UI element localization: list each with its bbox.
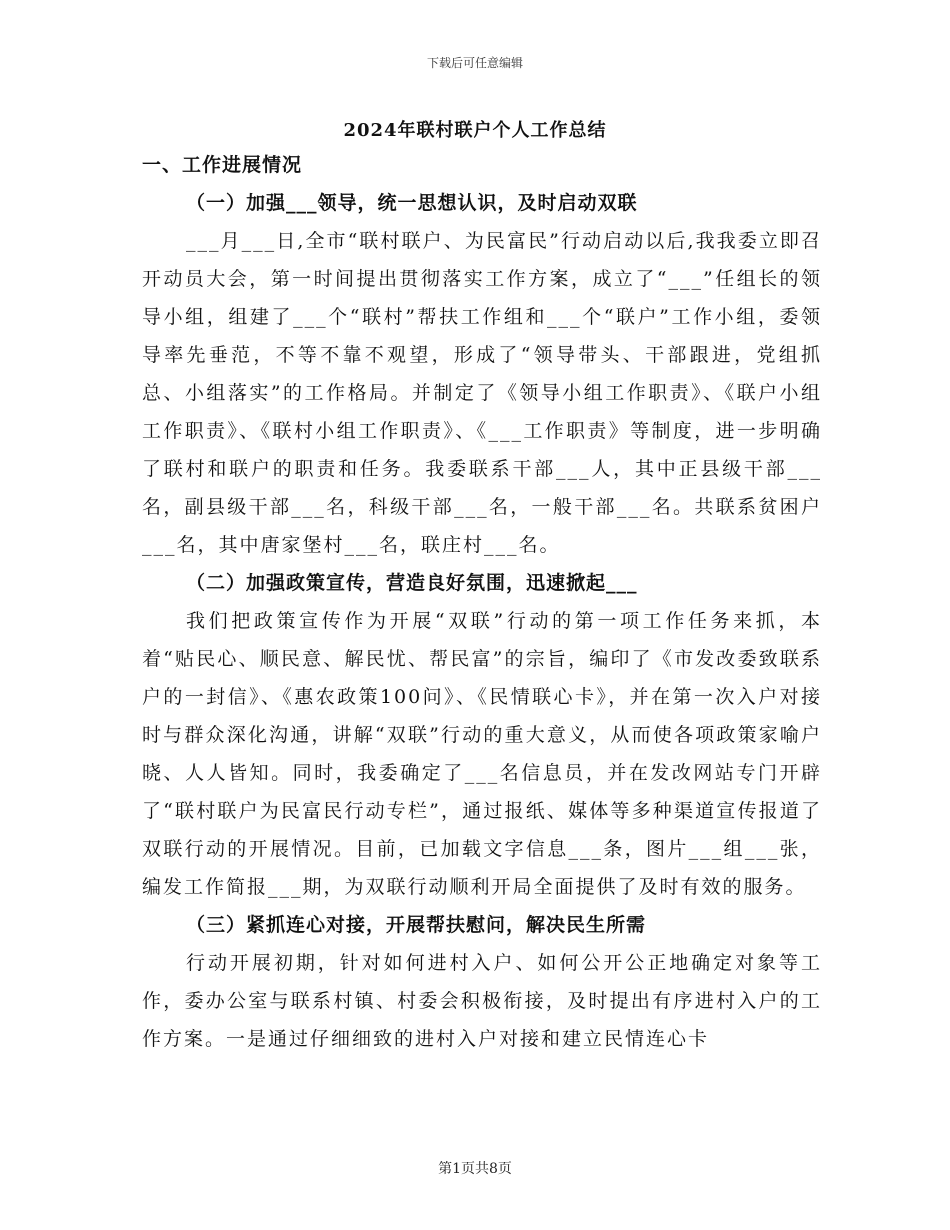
document-body bbox=[142, 146, 822, 1058]
page-footer: 第1页共8页 bbox=[438, 1161, 512, 1177]
subsection-heading-1: （一）加强___领导，统一思想认识，及时启动双联 bbox=[186, 192, 638, 214]
paragraph-1: ___月___日,全市“联村联户、为民富民”行动启动以后,我我委立即召开动员大会，第一时间提出贯彻落实工作方案，成立了“___”任组长的领导小组，组建了___个“联村”帮扶工作组和___个“联户”工作小组，委领导率先垂范，不等不靠不观望，形成了“领导带头、干部跟进，党组抓总、小组落实”的工作格局。并制定了《领导小组工作职责》、《联户小组工作职责》、《联村小组工作职责》、《___工作职责》等制度，进一步明确了联村和联户的职责和任务。我委联系干部___人，其中正县级干部___名，副县级干部___名，科级干部___名，一般干部___名。共联系贫困户___名，其中唐家堡村___名，联庄村___名。 bbox=[142, 230, 822, 556]
subsection-heading-3: （三）紧抓连心对接，开展帮扶慰问，解决民生所需 bbox=[186, 914, 647, 936]
document-title: 2024年联村联户个人工作总结 bbox=[343, 120, 607, 141]
subsection-heading-2: （二）加强政策宣传，营造良好氛围，迅速掀起___ bbox=[186, 572, 638, 594]
header-note: 下载后可任意编辑 bbox=[426, 56, 523, 70]
paragraph-3: 行动开展初期，针对如何进村入户、如何公开公正地确定对象等工作，委办公室与联系村镇、村委会积极衔接，及时提出有序进村入户的工作方案。一是通过仔细细致的进村入户对接和建立民情连心卡 bbox=[142, 952, 822, 1050]
paragraph-2: 我们把政策宣传作为开展“双联”行动的第一项工作任务来抓，本着“贴民心、顺民意、解民忧、帮民富”的宗旨，编印了《市发改委致联系户的一封信》、《惠农政策100问》、《民情联心卡》，并在第一次入户对接时与群众深化沟通，讲解“双联”行动的重大意义，从而使各项政策家喻户晓、人人皆知。同时，我委确定了___名信息员，并在发改网站专门开辟了“联村联户为民富民行动专栏”，通过报纸、媒体等多种渠道宣传报道了双联行动的开展情况。目前，已加载文字信息___条，图片___组___张，编发工作简报___期，为双联行动顺利开局全面提供了及时有效的服务。 bbox=[142, 610, 822, 898]
section-heading-1: 一、工作进展情况 bbox=[142, 154, 303, 176]
